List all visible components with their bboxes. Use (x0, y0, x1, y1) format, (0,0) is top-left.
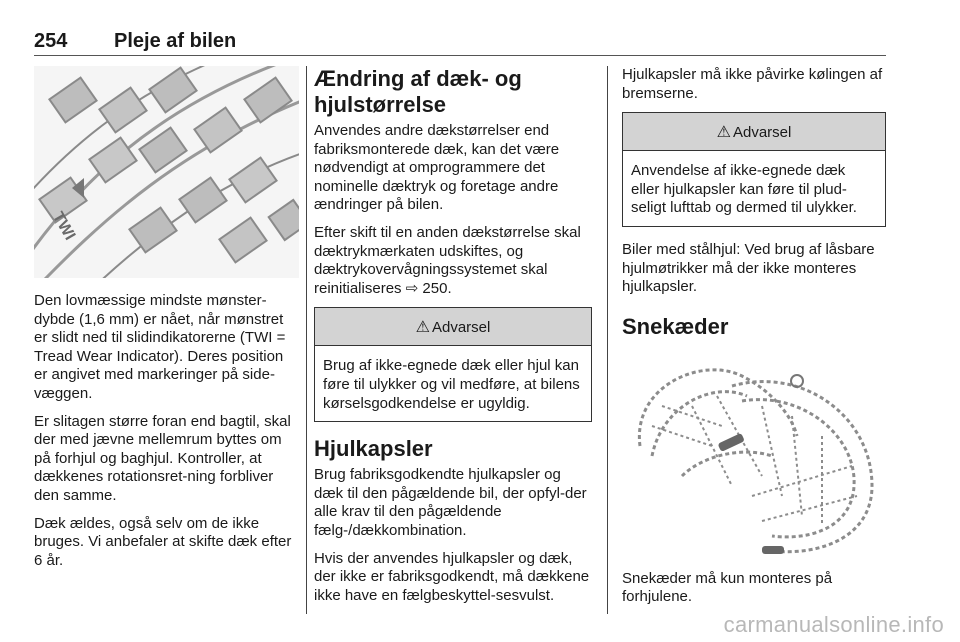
tire-tread-drawing (34, 66, 299, 278)
snow-chain-drawing (622, 346, 886, 560)
warning-icon: ⚠ (716, 124, 731, 142)
page-number: 254 (34, 30, 68, 52)
warning-header (623, 113, 885, 151)
warning-body (315, 346, 591, 421)
column-divider (607, 66, 608, 614)
section-title: Pleje af bilen (114, 30, 237, 52)
column-right (622, 66, 886, 616)
paragraph: Hjulkapsler må ikke påvirke kølingen af bremserne. (622, 66, 883, 102)
chain-hook-icon (762, 546, 784, 554)
warning-text: Brug af ikke-egnede dæk eller hjul kan føre til ulykker og vil medføre, at bilens kørselsgodkendelse er ugyldig. (323, 357, 580, 412)
watermark: carmanualsonline.info (723, 612, 944, 637)
column-middle (314, 66, 592, 614)
page-header (34, 30, 886, 56)
section-heading: Hjulkapsler (314, 436, 433, 462)
paragraph: Snekæder må kun monteres på forhjulene. (622, 569, 833, 606)
column-divider (306, 66, 307, 614)
twi-label: TWI (48, 209, 79, 244)
warning-body (623, 151, 885, 226)
warning-icon: ⚠ (415, 319, 430, 337)
warning-box (314, 307, 592, 422)
warning-text: Anvendelse af ikke-egnede dæk eller hjulkapsler kan føre til plud-seligt lufttab og dermed til ulykker. (631, 162, 857, 217)
paragraph: Brug fabriksgodkendte hjulkapsler og dæk til den pågældende bil, der opfyl-der alle krav til den pågældende fælg-/dækkombination. (314, 466, 587, 539)
paragraph: Er slitagen større foran end bagtil, skal der med jævne mellemrum byttes om på forhjul og baghjul. Kontroller, at dækkenes rotationsret-ning forbliver den samme. (34, 412, 291, 504)
warning-title: Advarsel (732, 124, 792, 142)
tire-tread-illustration (34, 66, 299, 278)
column-left (34, 66, 299, 579)
section-heading: Ændring af dæk- og hjulstørrelse (314, 66, 522, 117)
paragraph: Anvendes andre dækstørrelser end fabriksmonterede dæk, kan det være nødvendigt at omprogrammere det nominelle dæktryk og foretage andre ændringer på bilen. (314, 122, 560, 214)
section-heading: Snekæder (622, 313, 729, 339)
warning-header (315, 308, 591, 346)
paragraph: Hvis der anvendes hjulkapsler og dæk, der ikke er fabriksgodkendt, må dækkene ikke have en fælgbeskyttel-sesvulst. (314, 549, 590, 604)
snow-chain-illustration (622, 346, 886, 560)
warning-title: Advarsel (431, 319, 491, 337)
tensioner-icon (718, 433, 745, 452)
paragraph: Den lovmæssige mindste mønster-dybde (1,6 mm) er nået, når mønstret er slidt ned til slidindikatorerne (TWI = Tread Wear Indicator). Deres position er angivet med markeringer på side-væggen. (34, 292, 286, 402)
warning-box (622, 112, 886, 227)
paragraph: Biler med stålhjul: Ved brug af låsbare hjulmøtrikker må der ikke monteres hjulkapsler. (622, 240, 875, 296)
paragraph: Dæk ældes, også selv om de ikke bruges. Vi anbefaler at skifte dæk efter 6 år. (34, 514, 292, 569)
paragraph: Efter skift til en anden dækstørrelse skal dæktrykmærkaten udskiftes, og dæktrykovervågningssystemet skal reinitialiseres ⇨ 250. (314, 223, 581, 297)
